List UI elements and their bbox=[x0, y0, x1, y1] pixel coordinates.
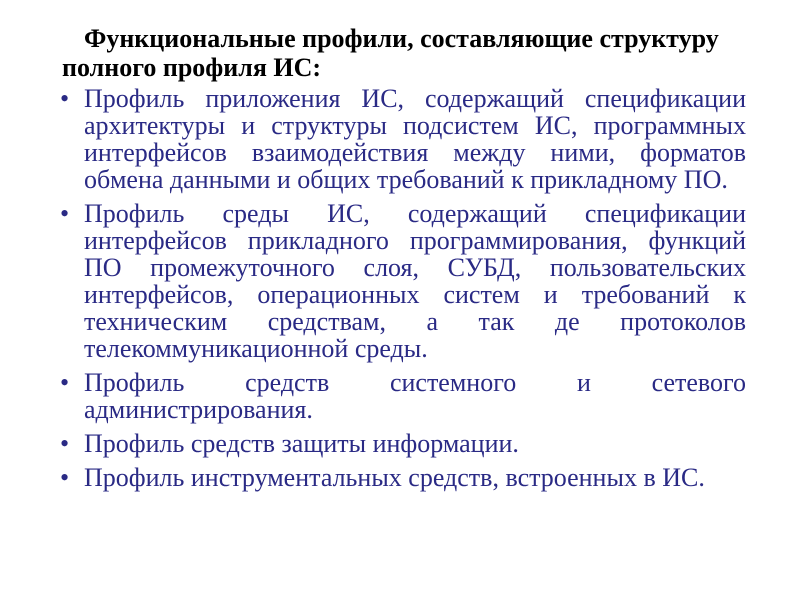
list-item-text-line: обмена данными и общих требований к прикладному ПО. bbox=[84, 165, 728, 194]
list-item bbox=[58, 464, 746, 491]
list-item bbox=[58, 430, 746, 457]
slide-title-line-1: Функциональные профили, составляющие структуру bbox=[84, 24, 719, 53]
list-item-text-line: телекоммуникационной среды. bbox=[84, 334, 428, 363]
list-item bbox=[58, 200, 746, 362]
list-item-text-line: администрирования. bbox=[84, 395, 313, 424]
list-item-text-line: интерфейсов, операционных систем и требований к bbox=[84, 280, 746, 309]
list-item-text-line: Профиль приложения ИС, содержащий спецификации bbox=[84, 84, 746, 113]
bullet-marker-icon: • bbox=[60, 199, 70, 228]
list-item-text-line: интерфейсов взаимодействия между ними, форматов bbox=[84, 138, 746, 167]
list-item bbox=[58, 85, 746, 193]
list-item-text-line: техническим средствам, а так де протоколов bbox=[84, 307, 746, 336]
slide-title bbox=[62, 24, 746, 82]
bullet-marker-icon: • bbox=[60, 429, 70, 458]
list-item bbox=[58, 369, 746, 423]
list-item-text-line: Профиль средств защиты информации. bbox=[84, 429, 519, 458]
bullet-marker-icon: • bbox=[60, 368, 70, 397]
bullet-marker-icon: • bbox=[60, 84, 70, 113]
list-item-text-line: ПО промежуточного слоя, СУБД, пользовательских bbox=[84, 253, 746, 282]
list-item-text-line: архитектуры и структуры подсистем ИС, программных bbox=[84, 111, 746, 140]
slide-title-line-2: полного профиля ИС: bbox=[62, 53, 322, 82]
bullet-list bbox=[58, 85, 746, 491]
list-item-text-line: Профиль инструментальных средств, встроенных в ИС. bbox=[84, 463, 705, 492]
bullet-marker-icon: • bbox=[60, 463, 70, 492]
list-item-text-line: Профиль средств системного и сетевого bbox=[84, 368, 746, 397]
list-item-text-line: Профиль среды ИС, содержащий спецификации bbox=[84, 199, 746, 228]
list-item-text-line: интерфейсов прикладного программирования, функций bbox=[84, 226, 746, 255]
